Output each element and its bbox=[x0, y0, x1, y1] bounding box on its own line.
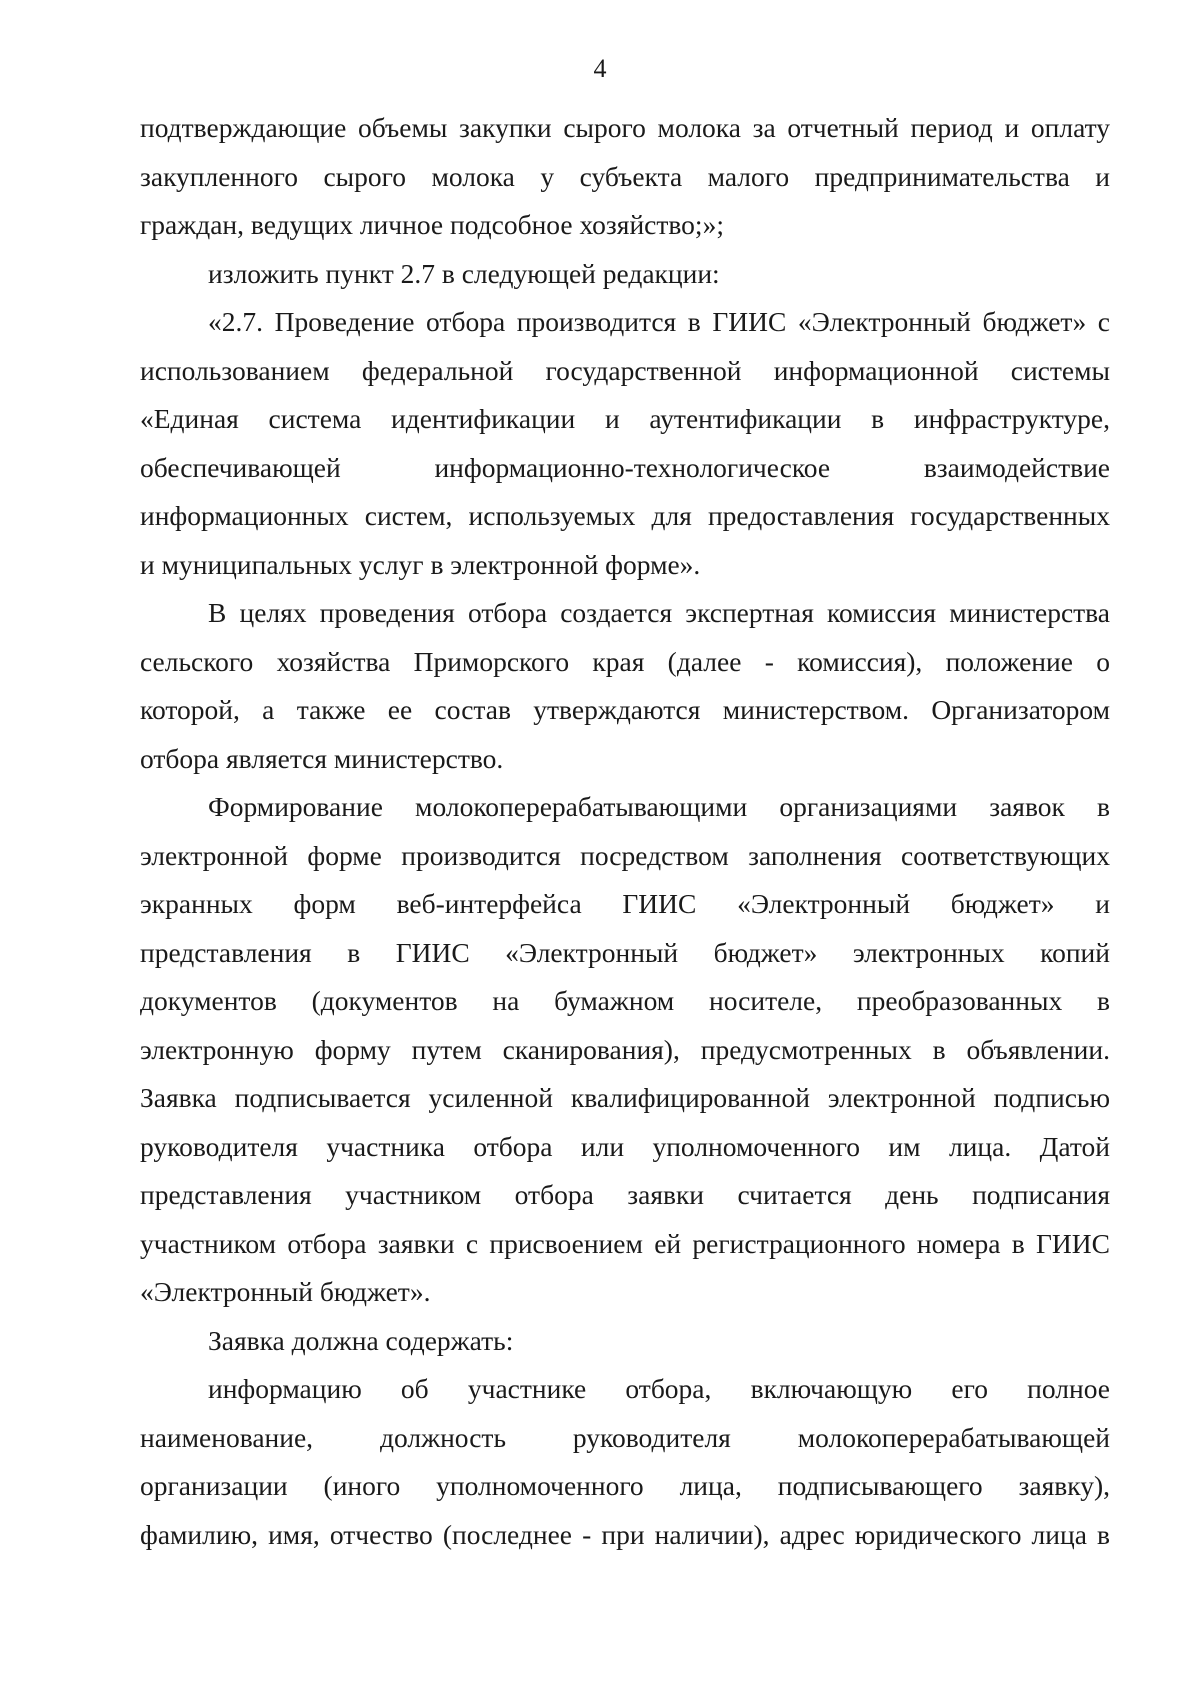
text-line: обеспечивающей информационно-технологическое взаимодействие bbox=[140, 451, 1110, 483]
text-line: изложить пункт 2.7 в следующей редакции: bbox=[208, 257, 720, 289]
text-line: представления в ГИИС «Электронный бюджет» электронных копий bbox=[140, 936, 1110, 968]
text-line: фамилию, имя, отчество (последнее - при наличии), адрес юридического лица в bbox=[140, 1518, 1110, 1550]
text-line: представления участником отбора заявки считается день подписания bbox=[140, 1179, 1110, 1210]
text-line: руководителя участника отбора или уполномоченного им лица. Датой bbox=[140, 1130, 1110, 1162]
paragraph bbox=[140, 104, 1110, 250]
text-line: «2.7. Проведение отбора производится в ГИИС «Электронный бюджет» с bbox=[208, 306, 1110, 337]
text-line: электронную форму путем сканирования), предусмотренных в объявлении. bbox=[140, 1033, 1110, 1065]
text-line: организации (иного уполномоченного лица, подписывающего заявку), bbox=[140, 1470, 1110, 1501]
text-line: граждан, ведущих личное подсобное хозяйство;»; bbox=[140, 209, 724, 240]
text-line: документов (документов на бумажном носителе, преобразованных в bbox=[140, 985, 1110, 1016]
text-line: и муниципальных услуг в электронной форме». bbox=[140, 548, 701, 580]
text-line: Заявка должна содержать: bbox=[208, 1324, 514, 1356]
paragraph bbox=[140, 1317, 1110, 1366]
text-line: закупленного сырого молока у субъекта малого предпринимательства и bbox=[140, 160, 1110, 192]
text-line: сельского хозяйства Приморского края (далее - комиссия), положение о bbox=[140, 645, 1110, 677]
text-line: экранных форм веб-интерфейса ГИИС «Электронный бюджет» и bbox=[140, 888, 1110, 919]
paragraph bbox=[140, 783, 1110, 1317]
text-line: информационных систем, используемых для предоставления государственных bbox=[140, 500, 1110, 531]
text-line: В целях проведения отбора создается экспертная комиссия министерства bbox=[208, 597, 1110, 628]
text-line: которой, а также ее состав утверждаются министерством. Организатором bbox=[140, 694, 1110, 725]
paragraph bbox=[140, 298, 1110, 589]
paragraph bbox=[140, 589, 1110, 783]
text-line: информацию об участнике отбора, включающую его полное bbox=[208, 1373, 1110, 1404]
text-line: отбора является министерство. bbox=[140, 742, 504, 774]
document-body bbox=[140, 104, 1110, 1559]
page-number: 4 bbox=[593, 54, 607, 83]
text-line: Заявка подписывается усиленной квалифицированной электронной подписью bbox=[140, 1082, 1110, 1113]
text-line: электронной форме производится посредством заполнения соответствующих bbox=[140, 839, 1110, 871]
text-line: подтверждающие объемы закупки сырого молока за отчетный период и оплату bbox=[140, 112, 1110, 143]
text-line: «Единая система идентификации и аутентификации в инфраструктуре, bbox=[140, 403, 1110, 434]
text-line: участником отбора заявки с присвоением ей регистрационного номера в ГИИС bbox=[140, 1227, 1110, 1259]
text-line: наименование, должность руководителя молокоперерабатывающей bbox=[140, 1421, 1110, 1453]
paragraph bbox=[140, 1365, 1110, 1559]
text-line: использованием федеральной государственной информационной системы bbox=[140, 354, 1110, 386]
paragraph bbox=[140, 250, 1110, 299]
text-line: «Электронный бюджет». bbox=[140, 1276, 431, 1307]
text-line: Формирование молокоперерабатывающими организациями заявок в bbox=[208, 791, 1110, 822]
